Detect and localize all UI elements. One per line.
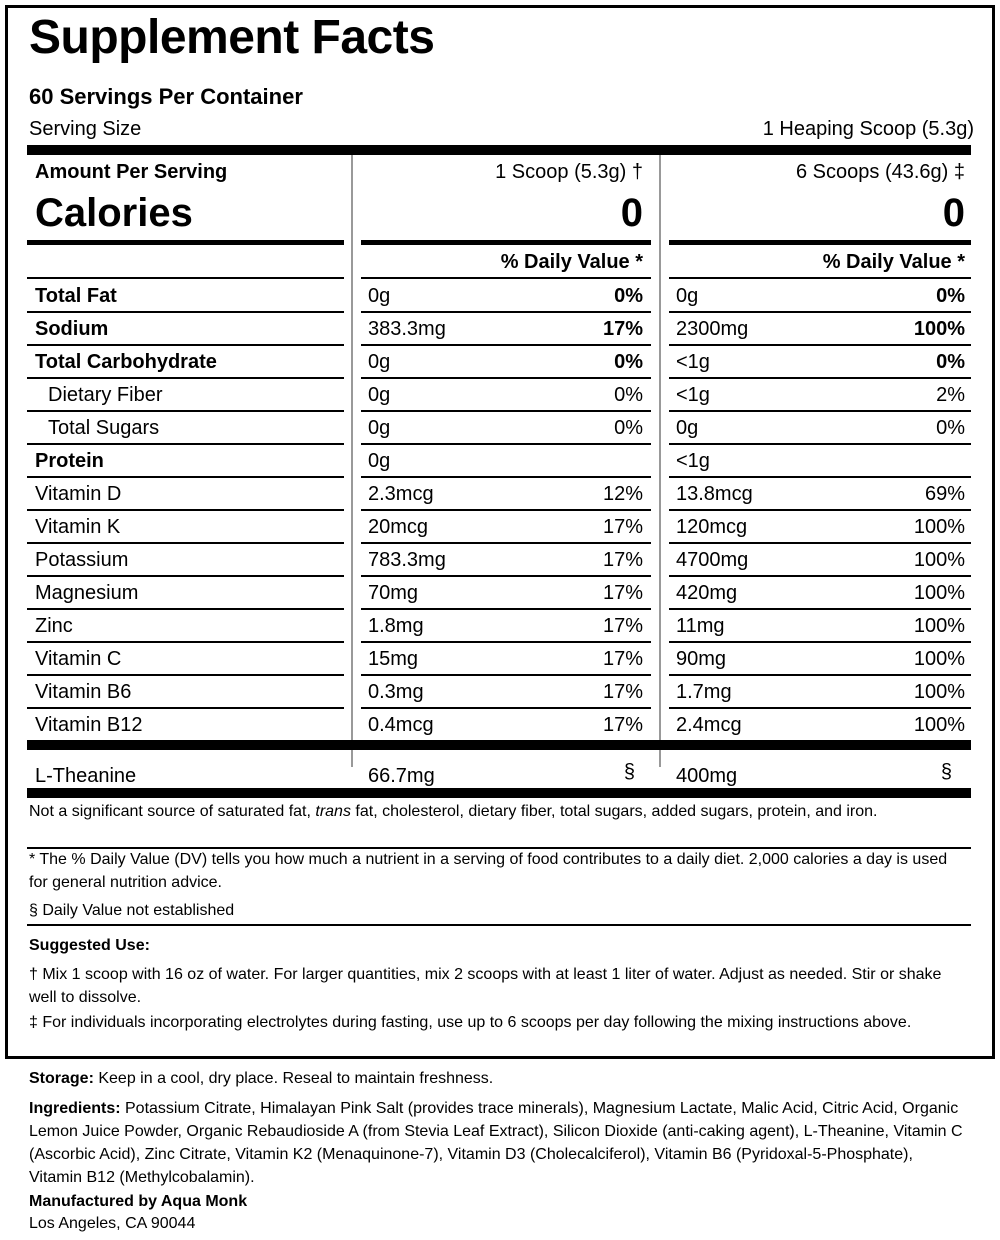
nutrient-name: Zinc [35, 615, 73, 637]
other-ingredient-dv2: § [940, 761, 952, 783]
nutrient-dv-col1: 17% [602, 582, 643, 604]
row-divider [669, 443, 971, 445]
dv-header-divider [361, 277, 651, 279]
nutrient-amount-col1: 0.4mcg [368, 714, 434, 736]
nutrient-amount-col2: 13.8mcg [676, 483, 753, 505]
nutrient-dv-col2: 69% [924, 483, 965, 505]
column2-calories: 0 [942, 191, 965, 235]
nutrient-amount-col1: 70mg [368, 582, 419, 604]
nutrient-amount-col2: 1.7mg [676, 681, 732, 703]
column2-header: 6 Scoops (43.6g) ‡ [796, 161, 965, 183]
nutrient-dv-col2: 100% [913, 549, 965, 571]
nutrient-amount-col1: 15mg [368, 648, 419, 670]
nutrient-dv-col2: 0% [936, 351, 965, 373]
other-ingredient-amt2: 400mg [676, 765, 738, 787]
nutrient-amount-col2: 120mcg [676, 516, 748, 538]
ingredients-text: Potassium Citrate, Himalayan Pink Salt (provides trace minerals), Magnesium Lactate, Malic Acid, Citric Acid, Organic Lemon Juice Powder, Organic Rebaudioside A (from Stevia Leaf Extract), Silicon Dioxide (anti-caking agent), L-Theanine, Vitamin C (Ascorbic Acid), Zinc Citrate, Vitamin K2 (Menaquinone-7), Vitamin D3 (Cholecalciferol), Vitamin B6 (Pyridoxal-5-Phosphate), Vitamin B12 (Methylcobalamin). [29, 1100, 963, 1186]
nutrient-dv-col1: 17% [602, 648, 643, 670]
other-ingredient-amt1: 66.7mg [368, 765, 435, 787]
nutrient-name: Protein [35, 450, 104, 472]
nutrient-amount-col1: 2.3mcg [368, 483, 434, 505]
nutrient-amount-col2: 90mg [676, 648, 727, 670]
column-separator-2 [659, 155, 661, 767]
nutrient-amount-col1: 0g [368, 384, 391, 406]
nutrient-dv-col1: 17% [602, 318, 643, 340]
nutrient-amount-col1: 783.3mg [368, 549, 446, 571]
nutrient-amount-col1: 0g [368, 285, 391, 307]
nutrient-dv-col1: 0% [614, 351, 643, 373]
column-separator-1 [351, 155, 353, 767]
nutrient-dv-col2: 100% [913, 681, 965, 703]
nutrient-name: Total Carbohydrate [35, 351, 217, 373]
suggested-use-heading: Suggested Use: [29, 937, 150, 954]
nutrient-amount-col1: 1.8mg [368, 615, 424, 637]
nutrient-name: Total Fat [35, 285, 117, 307]
nutrient-amount-col2: <1g [676, 351, 710, 373]
nutrient-amount-col2: 11mg [676, 615, 725, 637]
nutrient-amount-col1: 383.3mg [368, 318, 446, 340]
manufacturer-name: Manufactured by Aqua Monk [29, 1193, 248, 1210]
nutrient-dv-col2: 100% [913, 648, 965, 670]
nutrient-amount-col2: 2.4mcg [676, 714, 742, 736]
nutrient-dv-col1: 0% [614, 384, 643, 406]
nutrient-dv-col1: 17% [602, 714, 643, 736]
row-divider [361, 344, 651, 346]
nutrient-dv-col1: 0% [614, 417, 643, 439]
column1-dv-header: % Daily Value * [500, 251, 643, 273]
nutrient-dv-col2: 100% [913, 615, 965, 637]
nutrient-amount-col1: 20mcg [368, 516, 429, 538]
nutrient-dv-col1: 17% [602, 615, 643, 637]
row-divider [361, 377, 651, 379]
nutrient-amount-col2: 4700mg [676, 549, 749, 571]
nutrient-name: Dietary Fiber [48, 384, 163, 406]
daily-value-note: * The % Daily Value (DV) tells you how much a nutrient in a serving of food contributes to a daily diet. 2,000 calories a day is used for general nutrition advice. [29, 851, 948, 891]
row-divider [669, 410, 971, 412]
nutrient-dv-col2: 0% [936, 285, 965, 307]
calories-rule-1 [27, 240, 344, 245]
row-divider [669, 344, 971, 346]
dv-header-divider [27, 277, 344, 279]
column1-calories: 0 [620, 191, 643, 235]
nutrient-dv-col1: 17% [602, 516, 643, 538]
nutrient-name: Sodium [35, 318, 109, 340]
calories-rule-2 [361, 240, 651, 245]
nutrient-name: Vitamin D [35, 483, 122, 505]
row-divider [361, 410, 651, 412]
manufacturer-address: Los Angeles, CA 90044 [29, 1215, 196, 1232]
storage-text: Keep in a cool, dry place. Reseal to maintain freshness. [93, 1070, 494, 1087]
column2-dv-header: % Daily Value * [822, 251, 965, 273]
suggested-use-double-dagger: ‡ For individuals incorporating electrolytes during fasting, use up to 6 scoops per day following the mixing instructions above. [29, 1014, 912, 1031]
nutrient-amount-col2: 0g [676, 417, 699, 439]
nutrient-amount-col2: 0g [676, 285, 699, 307]
nutrient-dv-col2: 100% [913, 516, 965, 538]
thick-divider-mid [27, 740, 971, 750]
nutrient-amount-col2: <1g [676, 450, 710, 472]
suggested-use-dagger: † Mix 1 scoop with 16 oz of water. For larger quantities, mix 2 scoops with at least 1 liter of water. Adjust as needed. Stir or shake well to dissolve. [29, 966, 942, 1006]
other-ingredient-name: L-Theanine [35, 765, 137, 787]
nutrient-dv-col2: 100% [913, 582, 965, 604]
nutrient-dv-col2: 2% [936, 384, 965, 406]
nutrient-dv-col1: 0% [614, 285, 643, 307]
note-text-italic: trans [315, 803, 351, 820]
row-divider [27, 608, 344, 610]
storage-label: Storage: [29, 1070, 94, 1087]
row-divider [669, 377, 971, 379]
row-divider [361, 443, 651, 445]
nutrient-dv-col1: 17% [602, 681, 643, 703]
panel-title: Supplement Facts [29, 11, 435, 64]
serving-size-label: Serving Size [29, 118, 142, 140]
nutrient-dv-col2: 100% [913, 318, 965, 340]
nutrient-dv-col1: 17% [602, 549, 643, 571]
nutrient-amount-col2: 420mg [676, 582, 738, 604]
nutrient-name: Vitamin K [35, 516, 121, 538]
dv-header-divider [669, 277, 971, 279]
nutrient-amount-col1: 0.3mg [368, 681, 424, 703]
amount-per-serving-label: Amount Per Serving [35, 161, 228, 183]
note-text-post: fat, cholesterol, dietary fiber, total sugars, added sugars, protein, and iron. [350, 803, 878, 820]
serving-size-value: 1 Heaping Scoop (5.3g) [762, 118, 974, 140]
servings-per-container: 60 Servings Per Container [29, 84, 303, 109]
note-text-pre: Not a significant source of saturated fat, [29, 803, 316, 820]
nutrient-amount-col1: 0g [368, 417, 391, 439]
thick-divider-bottom [27, 788, 971, 798]
other-ingredient-dv1: § [623, 761, 635, 783]
nutrient-dv-col2: 0% [936, 417, 965, 439]
column1-header: 1 Scoop (5.3g) † [495, 161, 643, 183]
nutrient-name: Vitamin B6 [35, 681, 132, 703]
storage-line [29, 1067, 969, 1090]
nutrient-name: Total Sugars [48, 417, 160, 439]
not-significant-note [29, 800, 964, 823]
nutrient-name: Vitamin B12 [35, 714, 143, 736]
nutrient-name: Magnesium [35, 582, 139, 604]
note-rule-2 [27, 924, 971, 926]
nutrient-amount-col1: 0g [368, 351, 391, 373]
nutrient-amount-col2: <1g [676, 384, 710, 406]
nutrient-dv-col1: 12% [602, 483, 643, 505]
thick-divider-top [27, 145, 971, 155]
nutrient-name: Potassium [35, 549, 129, 571]
nutrient-amount-col1: 0g [368, 450, 391, 472]
nutrient-name: Vitamin C [35, 648, 122, 670]
calories-rule-3 [669, 240, 971, 245]
ingredients-label: Ingredients: [29, 1100, 121, 1117]
nutrient-dv-col2: 100% [913, 714, 965, 736]
calories-label: Calories [35, 191, 193, 235]
nutrient-amount-col2: 2300mg [676, 318, 749, 340]
dv-not-established-note: § Daily Value not established [29, 902, 235, 919]
ingredients-block [29, 1097, 969, 1189]
